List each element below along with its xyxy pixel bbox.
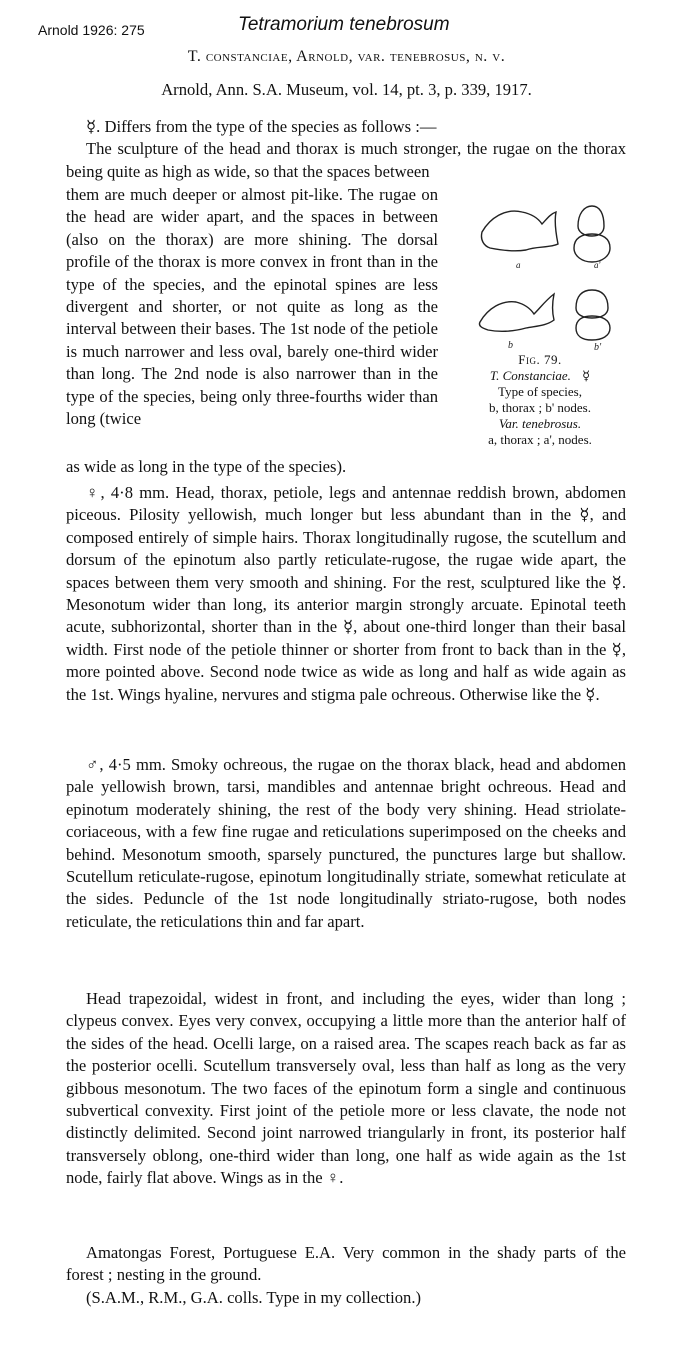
figure-caption: [460, 352, 620, 448]
caption-line3: Type of species,: [498, 384, 582, 399]
label-b-prime: b': [594, 342, 602, 353]
caption-line4: b, thorax ; b' nodes.: [489, 400, 591, 415]
caption-species: T. Constanciae.: [489, 368, 571, 383]
male-paragraph-2: Head trapezoidal, widest in front, and including the eyes, wider than long ; clypeus convex. Eyes very convex, occupying a little more than the anterior half of the sides of the head. Ocelli large, on a raised area. The scapes reach back as far as the posterior ocelli. Scutellum transversely oval, less than half as long as the very gibbous mesonotum. The two faces of the epinotum form a single and continuous subvertical convexity. First joint of the petiole more or less clavate, the node not distinctly delimited. Second joint narrowed triangularly in front, its posterior half transversely oblong, one-third wider than long, one half as wide again as the 1st node, fairly flat above. Wings as in the ♀.: [66, 989, 626, 1188]
nodes-a-lower-drawing: [574, 234, 610, 262]
worker-paragraph-body: them are much deeper or almost pit-like. The rugae on the head are wider apart, and the spaces in between (also on the thorax) are more shining. The dorsal profile of the thorax is more convex in front than in the type of the species, and the epinotal spines are less divergent and shorter, or not quite as long as the interval between their bases. The 1st node of the petiole is much narrower and less oval, barely one-third wider than long. The 2nd node is also narrower than in the type of the species, being only three-fourths wider than long (twice: [66, 185, 438, 429]
taxon-heading: T. constanciae, Arnold, var. tenebrosus, n. v.: [187, 48, 506, 65]
male-description: [66, 988, 626, 1190]
citation-header: Arnold 1926: 275: [38, 22, 145, 38]
reference-line: Arnold, Ann. S.A. Museum, vol. 14, pt. 3, p. 339, 1917.: [161, 80, 532, 99]
label-a-prime: a': [594, 260, 601, 270]
worker-intro: ☿. Differs from the type of the species as follows :—: [86, 117, 437, 136]
nodes-b-lower-drawing: [576, 316, 610, 340]
collections-line: (S.A.M., R.M., G.A. colls. Type in my collection.): [86, 1287, 421, 1307]
nodes-b-drawing: [576, 290, 608, 318]
female-section: [66, 482, 626, 706]
species-title: Tetramorium tenebrosum: [238, 14, 450, 35]
label-a: a: [516, 260, 521, 270]
locality-section: [66, 1242, 626, 1309]
male-section: [66, 754, 626, 933]
caption-symbol: ☿: [582, 368, 591, 383]
caption-species-line: [460, 368, 620, 384]
nodes-a-drawing: [578, 206, 604, 236]
locality-paragraph: Amatongas Forest, Portuguese E.A. Very common in the shady parts of the forest ; nesting in the ground.: [66, 1243, 626, 1285]
caption-title: Fig. 79.: [518, 352, 562, 367]
thorax-b-drawing: [479, 294, 554, 331]
male-paragraph: ♂, 4·5 mm. Smoky ochreous, the rugae on the thorax black, head and abdomen pale yellowish brown, tarsi, mandibles and antennae bright ochreous. Head and epinotum moderately shining, the rest of the body very shining. Head striolate-coriaceous, with a few fine rugae and reticulations superimposed on the cheeks and behind. Mesonotum smooth, sparsely punctured, the punctures large but shallow. Scutellum reticulate-rugose, epinotum longitudinally striate, somewhat reticulate at the sides. Peduncle of the 1st node longitudinally striato-rugose, both nodes reticulate, the reticulations thin and far apart.: [66, 755, 626, 931]
worker-section: [66, 116, 626, 183]
worker-paragraph-start: The sculpture of the head and thorax is much stronger, the rugae on the thorax being quite as high as wide, so that the spaces between: [66, 139, 626, 181]
thorax-a-drawing: [481, 211, 558, 251]
female-paragraph: ♀, 4·8 mm. Head, thorax, petiole, legs and antennae reddish brown, abdomen piceous. Pilosity yellowish, much longer but less abundant than in the ☿, and composed entirely of simple hairs. Thorax longitudinally rugose, the scutellum and dorsum of the epinotum also partly reticulate-rugose, the rugae wide apart, the spaces between them very smooth and shining. For the rest, sculptured like the ☿. Mesonotum wider than long, its anterior margin strongly arcuate. Epinotal teeth acute, subhorizontal, shorter than in the ☿, about one-third longer than their basal width. First node of the petiole thinner or shorter from front to back than in the ☿, more pointed above. Second node twice as wide as long and half as wide again as the 1st. Wings hyaline, nervures and stigma pale ochreous. Otherwise like the ☿.: [66, 483, 626, 704]
worker-paragraph-end: as wide as long in the type of the species).: [66, 457, 347, 476]
caption-line5: Var. tenebrosus.: [498, 416, 582, 431]
caption-line6: a, thorax ; a', nodes.: [488, 432, 592, 447]
worker-paragraph-wrap: [66, 184, 438, 430]
label-b: b: [508, 340, 513, 351]
